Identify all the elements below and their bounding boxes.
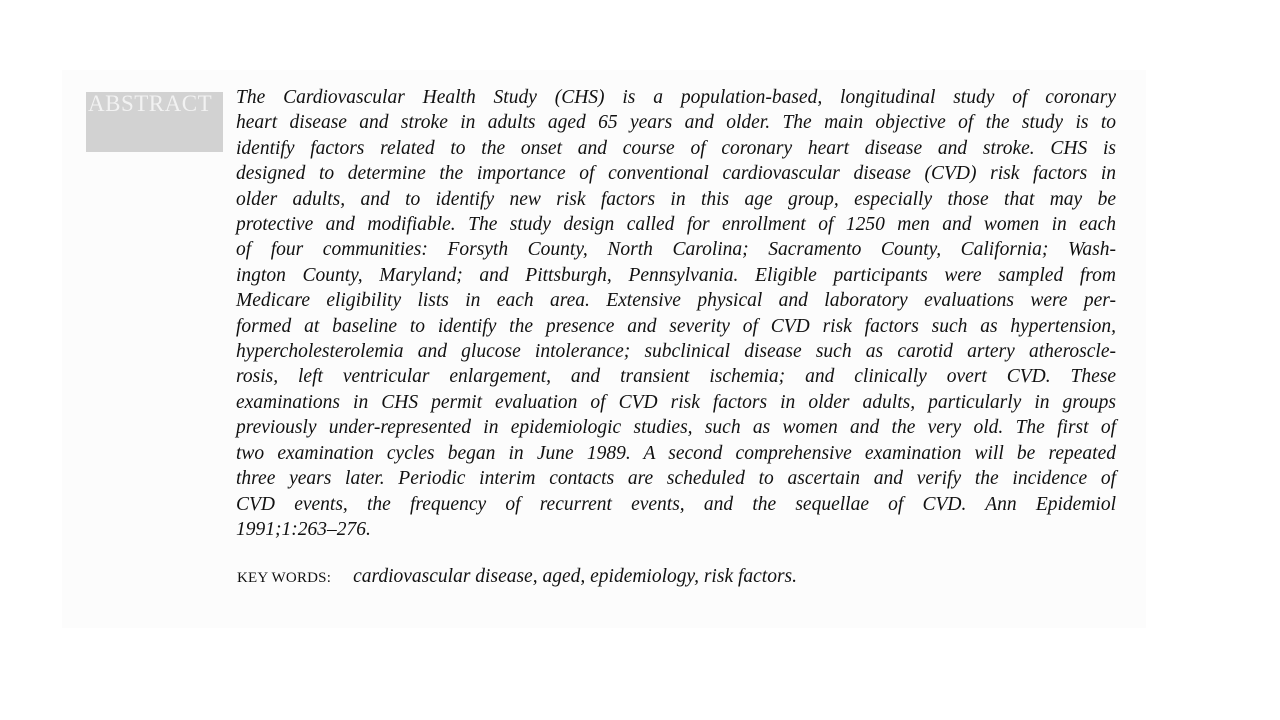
- abstract-line: designed to determine the importance of conventional cardiovascular disease (CVD) risk factors in: [236, 163, 1116, 185]
- abstract-line: hypercholesterolemia and glucose intolerance; subclinical disease such as carotid artery atheroscle-: [236, 341, 1116, 363]
- abstract-line: two examination cycles began in June 1989. A second comprehensive examination will be repeated: [236, 442, 1116, 464]
- abstract-heading-text: ABSTRACT: [88, 91, 213, 116]
- abstract-body: [236, 85, 1116, 542]
- keywords: [237, 566, 797, 588]
- keywords-label: KEY WORDS:: [237, 570, 332, 586]
- abstract-line: three years later. Periodic interim contacts are scheduled to ascertain and verify the incidence of: [236, 468, 1116, 490]
- abstract-line: heart disease and stroke in adults aged 65 years and older. The main objective of the study is to: [236, 112, 1116, 134]
- abstract-line: protective and modifiable. The study design called for enrollment of 1250 men and women in each: [236, 214, 1116, 236]
- abstract-line: Medicare eligibility lists in each area. Extensive physical and laboratory evaluations were per-: [236, 290, 1116, 312]
- abstract-line: of four communities: Forsyth County, North Carolina; Sacramento County, California; Wash-: [236, 239, 1116, 261]
- abstract-line: CVD events, the frequency of recurrent events, and the sequellae of CVD. Ann Epidemiol: [236, 493, 1116, 515]
- keywords-text: cardiovascular disease, aged, epidemiology, risk factors.: [353, 566, 798, 587]
- abstract-line: ington County, Maryland; and Pittsburgh, Pennsylvania. Eligible participants were sampled from: [236, 264, 1116, 286]
- abstract-line: identify factors related to the onset and course of coronary heart disease and stroke. CHS is: [236, 137, 1116, 159]
- abstract-line: examinations in CHS permit evaluation of CVD risk factors in older adults, particularly in groups: [236, 391, 1116, 413]
- abstract-line: previously under-represented in epidemiologic studies, such as women and the very old. The first of: [236, 417, 1116, 439]
- abstract-line: The Cardiovascular Health Study (CHS) is a population-based, longitudinal study of coronary: [236, 87, 1116, 108]
- abstract-line: rosis, left ventricular enlargement, and transient ischemia; and clinically overt CVD. These: [236, 366, 1116, 388]
- abstract-line: older adults, and to identify new risk factors in this age group, especially those that may be: [236, 188, 1116, 210]
- abstract-heading: [86, 92, 223, 152]
- abstract-line: formed at baseline to identify the presence and severity of CVD risk factors such as hypertension,: [236, 315, 1116, 337]
- abstract-line: 1991;1:263–276.: [236, 518, 371, 540]
